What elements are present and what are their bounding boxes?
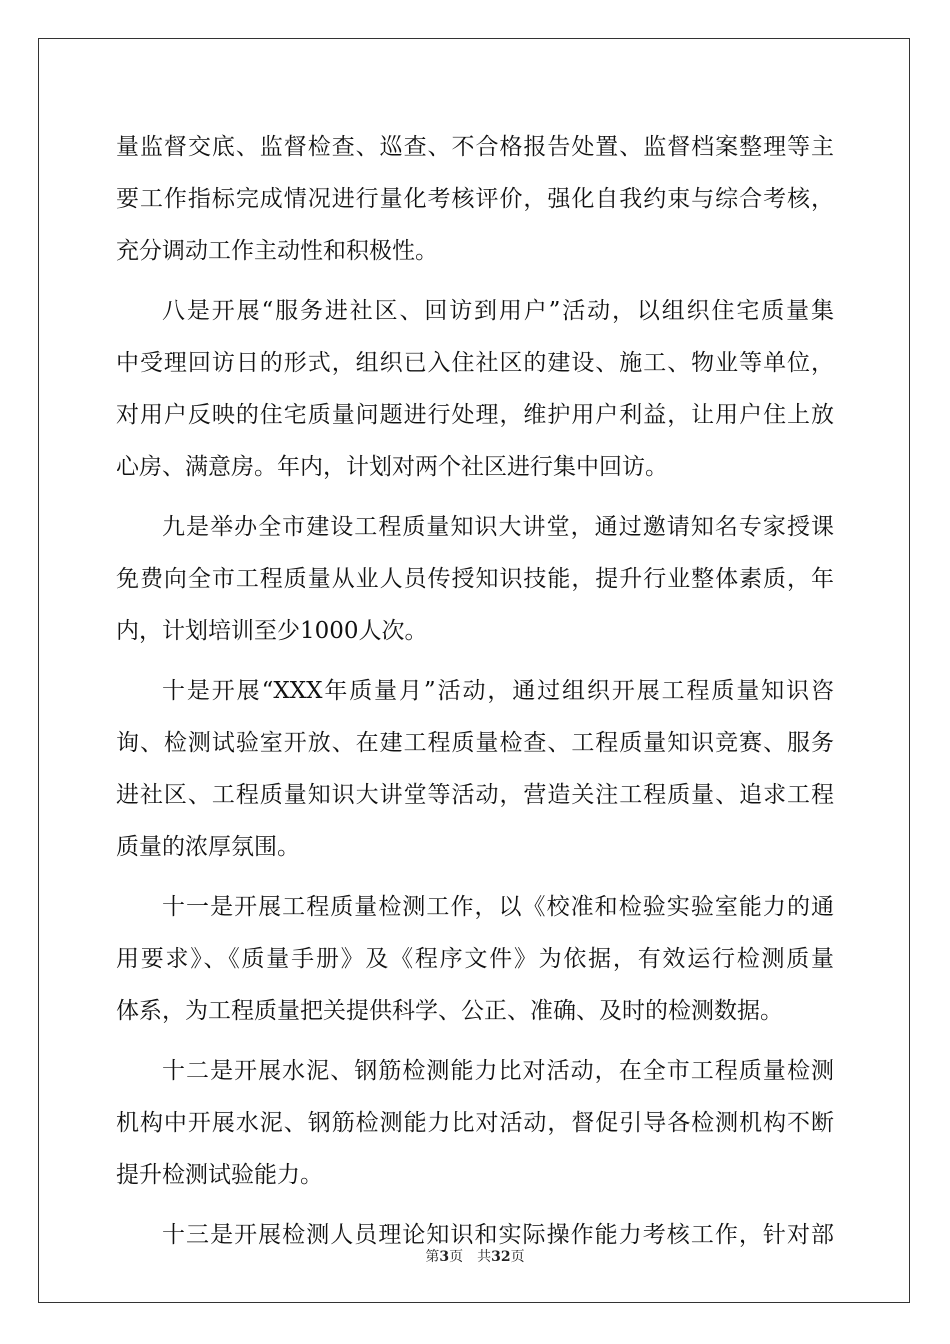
text-line: 免费向全市工程质量从业人员传授知识技能，提升行业整体素质，年 [116, 566, 834, 592]
text-line: 机构中开展水泥、钢筋检测能力比对活动，督促引导各检测机构不断 [116, 1110, 834, 1136]
paragraph-item-10 [116, 665, 834, 873]
text-line: 体系，为工程质量把关提供科学、公正、准确、及时的检测数据。 [116, 998, 783, 1024]
text-line: 提升检测试验能力。 [116, 1162, 323, 1188]
text-line: 中受理回访日的形式，组织已入住社区的建设、施工、物业等单位， [116, 350, 834, 376]
text-line: 询、检测试验室开放、在建工程质量检查、工程质量知识竞赛、服务 [116, 730, 834, 756]
text-line: 十三是开展检测人员理论知识和实际操作能力考核工作，针对部 [162, 1222, 834, 1248]
text-line: 内，计划培训至少1000人次。 [116, 618, 428, 644]
total-prefix: 共 [477, 1249, 492, 1265]
text-line: 八是开展“服务进社区、回访到用户”活动，以组织住宅质量集 [162, 298, 834, 324]
total-suffix: 页 [510, 1249, 525, 1265]
text-line: 进社区、工程质量知识大讲堂等活动，营造关注工程质量、追求工程 [116, 782, 834, 808]
text-line: 对用户反映的住宅质量问题进行处理，维护用户利益，让用户住上放 [116, 402, 834, 428]
paragraph-item-9 [116, 501, 834, 657]
document-body [116, 121, 834, 1261]
paragraph-continuation [116, 121, 834, 277]
page-prefix: 第 [425, 1249, 440, 1265]
text-line: 质量的浓厚氛围。 [116, 834, 300, 860]
page-number: 3 [439, 1249, 450, 1265]
text-line: 用要求》、《质量手册》及《程序文件》为依据，有效运行检测质量 [116, 946, 834, 972]
text-line: 十一是开展工程质量检测工作，以《校准和检验实验室能力的通 [162, 894, 834, 920]
text-line: 充分调动工作主动性和积极性。 [116, 238, 438, 264]
text-line: 心房、满意房。年内，计划对两个社区进行集中回访。 [116, 454, 668, 480]
text-line: 量监督交底、监督检查、巡查、不合格报告处置、监督档案整理等主 [116, 134, 834, 160]
paragraph-item-12 [116, 1045, 834, 1201]
paragraph-item-11 [116, 881, 834, 1037]
text-line: 要工作指标完成情况进行量化考核评价，强化自我约束与综合考核， [116, 186, 834, 212]
paragraph-item-8 [116, 285, 834, 493]
page-footer [0, 1248, 950, 1266]
total-pages: 32 [491, 1249, 511, 1265]
text-line: 十二是开展水泥、钢筋检测能力比对活动，在全市工程质量检测 [162, 1058, 834, 1084]
text-line: 九是举办全市建设工程质量知识大讲堂，通过邀请知名专家授课 [162, 514, 834, 540]
page-suffix: 页 [449, 1249, 464, 1265]
text-line: 十是开展“XXX年质量月”活动，通过组织开展工程质量知识咨 [162, 678, 834, 704]
